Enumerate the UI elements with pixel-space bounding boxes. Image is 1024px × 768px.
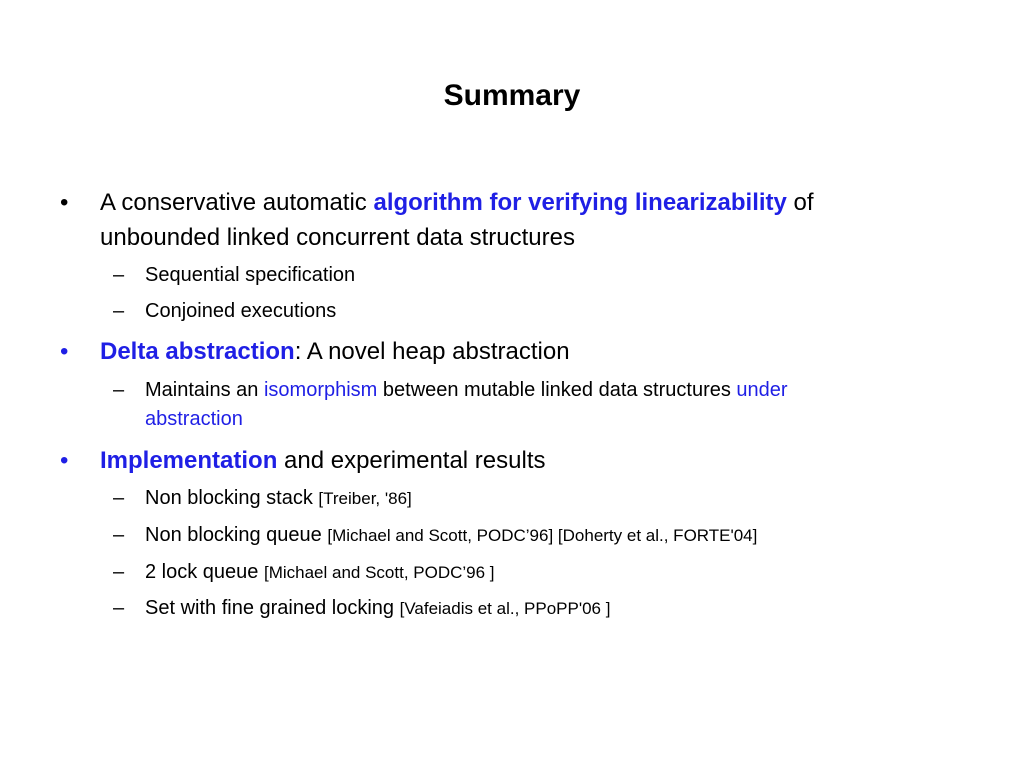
dash-icon: – <box>113 300 125 322</box>
dash-icon: – <box>113 264 125 286</box>
dash-icon: – <box>113 379 125 401</box>
bullet-text: : A novel heap abstraction <box>294 338 570 365</box>
bullet-line: unbounded linked concurrent data structures <box>100 224 575 251</box>
dash-icon: – <box>113 561 125 583</box>
bullet-delta-abstraction <box>60 334 990 369</box>
bullet-icon: • <box>60 447 69 474</box>
sub-bullet-text: 2 lock queue <box>145 561 264 583</box>
bullet-highlight: Delta abstraction <box>100 338 295 365</box>
sub-bullet-queue <box>113 521 985 550</box>
slide-title: Summary <box>443 79 581 112</box>
bullet-line <box>100 185 990 220</box>
citation: [Michael and Scott, PODC’96] [Doherty et al., FORTE'04] <box>327 526 758 545</box>
dash-icon: – <box>113 487 125 509</box>
dash-icon: – <box>113 597 125 619</box>
bullet-text: and experimental results <box>277 447 546 474</box>
sub-bullet-highlight: under <box>736 379 788 401</box>
citation: [Treiber, '86] <box>318 489 412 508</box>
sub-bullet-line: abstraction <box>145 408 243 430</box>
citation: [Vafeiadis et al., PPoPP'06 ] <box>399 599 611 618</box>
sub-bullet-highlight: isomorphism <box>263 379 378 401</box>
sub-bullet-sequential <box>113 261 985 290</box>
sub-bullet-text: Non blocking queue <box>145 524 328 546</box>
bullet-highlight: Implementation <box>100 447 278 474</box>
bullet-text: A conservative automatic <box>100 189 374 216</box>
sub-bullet-text: Maintains an <box>145 379 264 401</box>
bullet-icon: • <box>60 338 69 365</box>
sub-bullet-text: Sequential specification <box>145 264 356 286</box>
sub-bullet-set <box>113 594 985 623</box>
bullet-icon: • <box>60 189 69 216</box>
sub-bullet-isomorphism <box>113 376 985 434</box>
sub-bullet-text: between mutable linked data structures <box>377 379 737 401</box>
dash-icon: – <box>113 524 125 546</box>
bullet-highlight: algorithm for verifying linearizability <box>373 189 787 216</box>
sub-bullet-line <box>145 376 985 405</box>
bullet-linearizability <box>60 185 990 255</box>
sub-bullet-stack <box>113 484 985 513</box>
bullet-text: of <box>786 189 814 216</box>
bullet-implementation <box>60 443 990 478</box>
sub-bullet-conjoined <box>113 297 985 326</box>
sub-bullet-text: Non blocking stack <box>145 487 319 509</box>
citation: [Michael and Scott, PODC’96 ] <box>263 563 495 582</box>
sub-bullet-text: Conjoined executions <box>145 300 337 322</box>
sub-bullet-text: Set with fine grained locking <box>145 597 400 619</box>
sub-bullet-lock-queue <box>113 558 985 587</box>
